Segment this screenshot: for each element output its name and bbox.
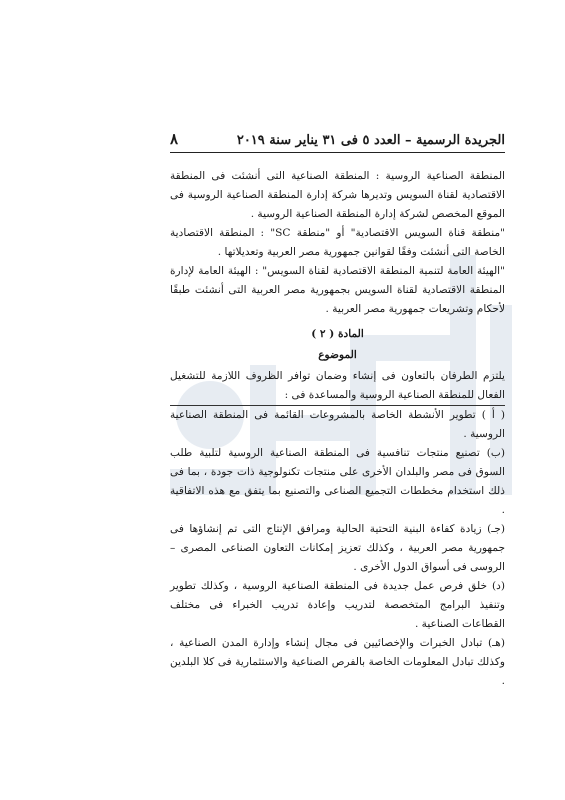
publication-line: الجريدة الرسمية – العدد ٥ فى ٣١ يناير سنة ٢٠١٩ [236, 133, 505, 148]
page-header [170, 130, 505, 153]
section-title: الموضوع [318, 349, 357, 361]
page-number: ٨ [170, 130, 179, 148]
intro-text: يلتزم الطرفان بالتعاون فى إنشاء وضمان توافر الظروف اللازمة للتشغيل الفعال للمنطقة الصناعية الروسية والمساعدة فى : [170, 367, 505, 406]
list-item: (د) خلق فرص عمل جديدة فى المنطقة الصناعية الروسية ، وكذلك تطوير وتنفيذ البرامج المتخصصة لتدريب وإعادة تدريب الخبراء فى مختلف القطاعات الصناعية . [170, 580, 505, 630]
definition-sc-zone: "منطقة قناة السويس الاقتصادية" أو "منطقة SC" : المنطقة الاقتصادية الخاصة التى أنشئت وفقًا لقوانين جمهورية مصر العربية وتعديلاتها . [170, 227, 505, 258]
definition-russian-zone: المنطقة الصناعية الروسية : المنطقة الصناعية التى أنشئت فى المنطقة الاقتصادية لقناة السويس وتديرها شركة إدارة المنطقة الصناعية الروسية فى الموقع المخصص لشركة إدارة المنطقة الصناعية الروسية . [170, 170, 505, 220]
list-item: (هـ) تبادل الخبرات والإخصائيين فى مجال إنشاء وإدارة المدن الصناعية ، وكذلك تبادل المعلومات الخاصة بالفرص الصناعية والاستثمارية فى كلا البلدين . [170, 637, 505, 687]
article-title: المادة ( ٢ ) [311, 328, 364, 340]
intro-block [170, 367, 505, 406]
list-item: ( أ ) تطوير الأنشطة الخاصة بالمشروعات القائمة فى المنطقة الصناعية الروسية . [170, 409, 505, 440]
document-page [170, 130, 505, 691]
list-item: (جـ) زيادة كفاءة البنية التحتية الحالية ومرافق الإنتاج التى تم إنشاؤها فى جمهورية مصر العربية ، وكذلك تعزيز إمكانات التعاون الصناعى المصرى – الروسى فى أسواق الدول الأخرى . [170, 523, 505, 573]
definition-authority: "الهيئة العامة لتنمية المنطقة الاقتصادية لقناة السويس" : الهيئة العامة لإدارة المنطقة الاقتصادية لقناة السويس بجمهورية مصر العربية التى أنشئت طبقًا لأحكام وتشريعات جمهورية مصر العربية . [170, 265, 505, 315]
list-item: (ب) تصنيع منتجات تنافسية فى المنطقة الصناعية الروسية لتلبية طلب السوق فى مصر والبلدان الأخرى على منتجات تكنولوجية ذات جودة ، بما فى ذلك استخدام مخططات التجميع الصناعى والتصنيع بما يتفق مع هذه الاتفاقية . [170, 447, 505, 516]
